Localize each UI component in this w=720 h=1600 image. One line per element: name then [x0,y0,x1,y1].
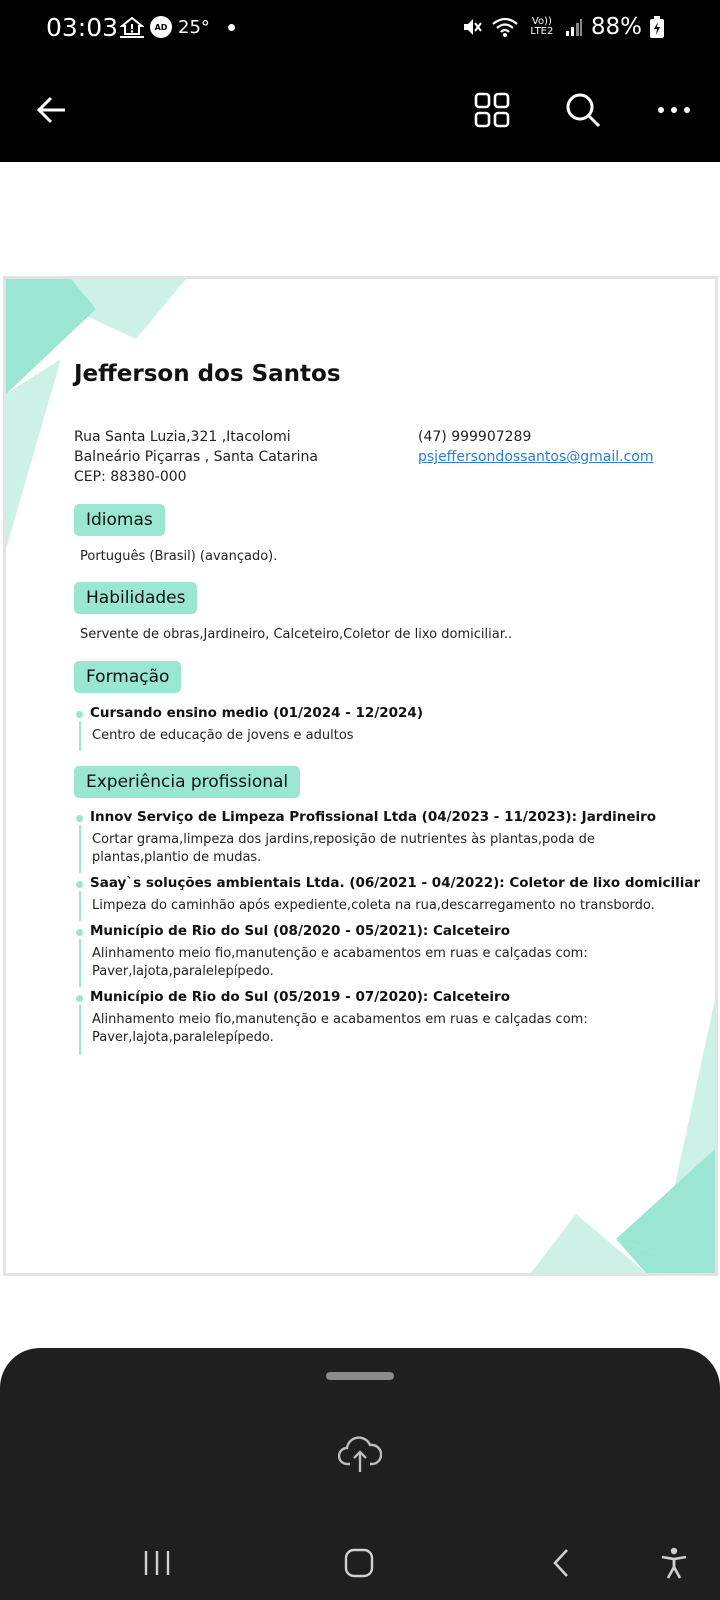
mute-icon [461,16,483,38]
timeline-line [79,1005,81,1055]
phone-number: (47) 999907289 [418,429,532,445]
accessibility-button[interactable] [649,1538,699,1588]
experience-entry [76,923,676,981]
bullet-icon [76,711,83,718]
entry-title: Innov Serviço de Limpeza Profissional Ltda (04/2023 - 11/2023): Jardineiro [90,809,657,825]
timeline-line [79,825,81,873]
signal-icon [565,17,583,37]
entry-description: Limpeza do caminhão após expediente,coleta na rua,descarregamento no transbordo. [92,898,655,913]
bullet-icon [76,995,83,1002]
entry-description: Centro de educação de jovens e adultos [92,728,354,743]
idiomas-text: Português (Brasil) (avançado). [80,549,278,564]
status-time: 03:03 [46,13,119,42]
nav-back-button[interactable] [536,1538,586,1588]
resume-page[interactable] [3,276,718,1276]
nav-back-icon [551,1548,571,1578]
back-button[interactable] [22,80,82,140]
entry-title: Saay`s soluções ambientais Ltda. (06/2021 - 04/2022): Coletor de lixo domiciliar [90,875,701,891]
battery-charging-icon [650,16,664,38]
section-title-habilidades: Habilidades [74,582,197,614]
status-left-icons [120,16,235,38]
home-button[interactable] [334,1538,384,1588]
timeline-line [79,721,81,751]
address-line: Balneário Piçarras , Santa Catarina [74,449,318,465]
bullet-icon [76,881,83,888]
upload-button[interactable] [338,1434,382,1474]
experience-entry [76,989,676,1047]
entry-description: Cortar grama,limpeza dos jardins,reposição de nutrientes às plantas,poda de plantas,plantio de mudas. [92,832,595,865]
contact-block [418,427,654,467]
section-title-experiencia: Experiência profissional [74,766,300,798]
accessibility-icon [660,1547,688,1579]
timeline-line [79,891,81,921]
cloud-upload-icon [338,1434,382,1474]
experience-entry [76,809,676,867]
candidate-name: Jefferson dos Santos [74,361,341,387]
email-link[interactable]: psjeffersondossantos@gmail.com [418,449,654,465]
notification-dot-icon [228,24,235,31]
drag-handle[interactable] [326,1372,394,1380]
bullet-icon [76,929,83,936]
entry-description: Alinhamento meio fio,manutenção e acabamentos em ruas e calçadas com: Paver,lajota,paralelepípedo. [92,946,588,979]
entry-title: Cursando ensino medio (01/2024 - 12/2024) [90,705,423,721]
document-viewer[interactable] [0,162,720,1340]
home-icon [344,1548,374,1578]
address-line: CEP: 88380-000 [74,469,187,485]
bottom-panel [0,1348,720,1600]
address-line: Rua Santa Luzia,321 ,Itacolomi [74,429,291,445]
address-block [74,427,318,487]
education-entry [76,705,676,755]
temperature: 25° [178,16,210,38]
timeline-line [79,939,81,987]
home-alert-icon [120,16,144,38]
status-right-icons [461,14,664,40]
ad-blocker-icon: AD [150,16,172,38]
section-title-idiomas: Idiomas [74,504,165,536]
grid-icon [474,92,510,128]
network-type: Vo)) LTE2 [530,16,554,37]
entry-description: Alinhamento meio fio,manutenção e acabamentos em ruas e calçadas com: Paver,lajota,paralelepípedo. [92,1012,588,1045]
recents-icon [142,1549,172,1577]
entry-title: Município de Rio do Sul (05/2019 - 07/2020): Calceteiro [90,989,510,1005]
bullet-icon [76,815,83,822]
entry-title: Município de Rio do Sul (08/2020 - 05/2021): Calceteiro [90,923,510,939]
viewer-toolbar [0,58,720,162]
recents-button[interactable] [132,1538,182,1588]
search-button[interactable] [553,80,613,140]
arrow-left-icon [35,93,69,127]
more-icon [657,106,691,114]
search-icon [564,91,602,129]
habilidades-text: Servente de obras,Jardineiro, Calceteiro,Coletor de lixo domiciliar.. [80,627,513,642]
experience-entry [76,875,701,915]
battery-percent: 88% [590,14,642,40]
wifi-icon [491,16,519,38]
more-options-button[interactable] [644,80,704,140]
status-bar [0,0,720,58]
grid-view-button[interactable] [462,80,522,140]
section-title-formacao: Formação [74,661,181,693]
